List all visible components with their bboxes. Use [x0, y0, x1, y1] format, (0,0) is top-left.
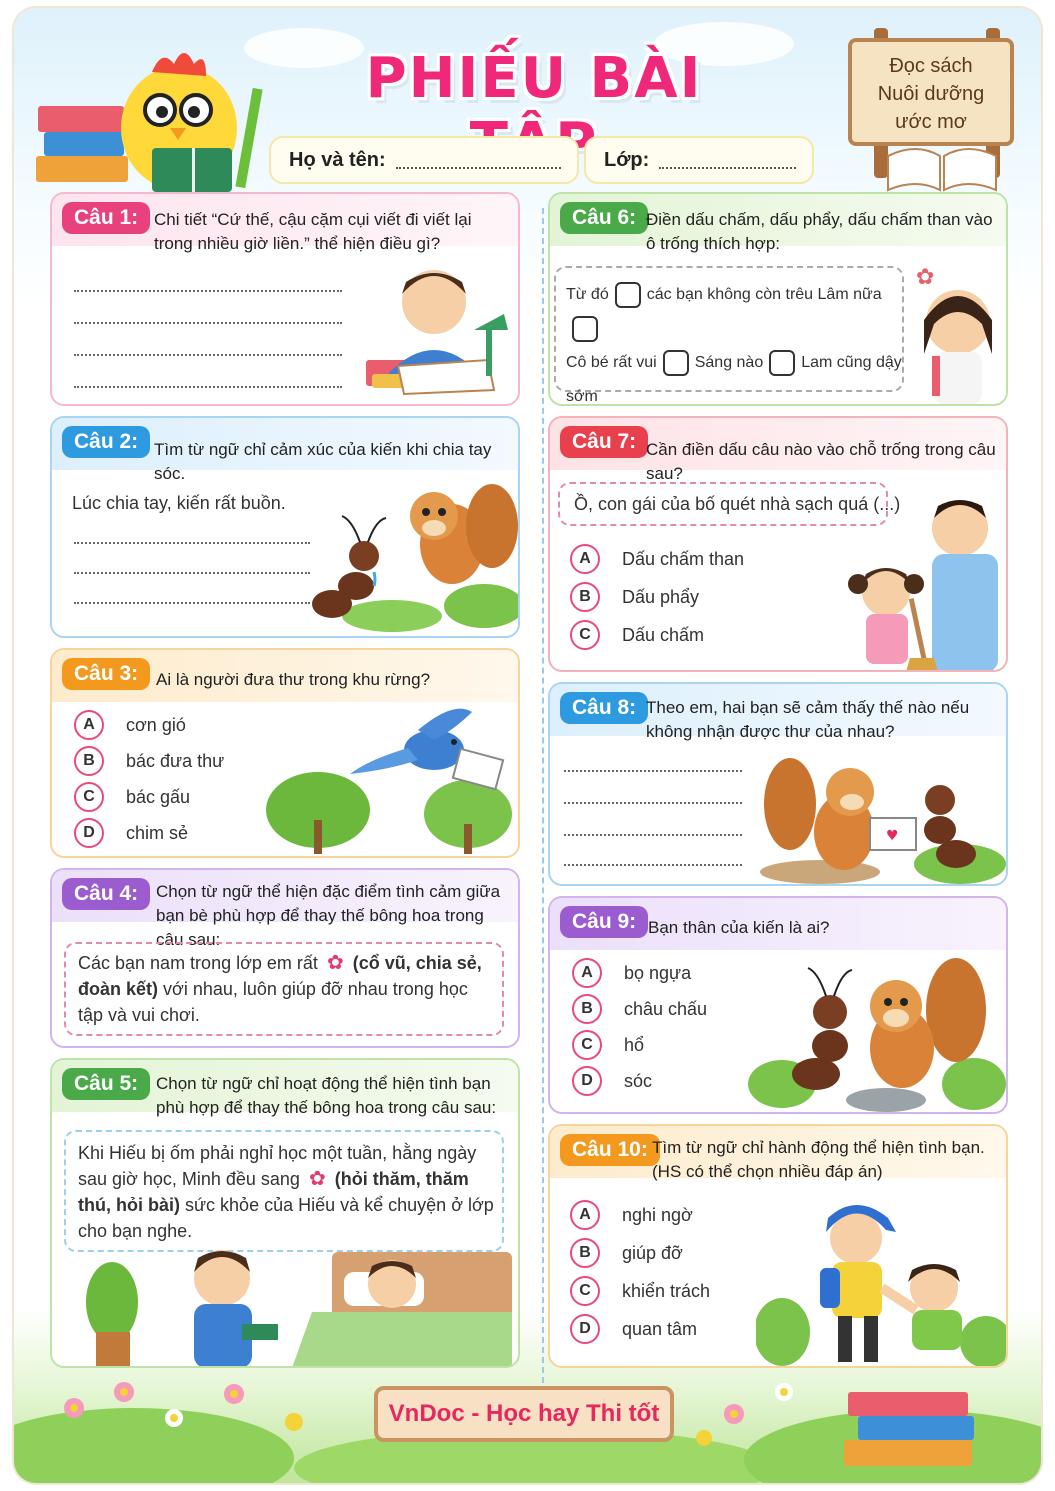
- option-text: hổ: [624, 1034, 645, 1055]
- class-field[interactable]: [584, 136, 814, 184]
- name-blank[interactable]: [396, 151, 561, 169]
- flower-icon: ✿: [326, 952, 344, 974]
- question-1-label: Câu 1:: [62, 202, 150, 234]
- word-choices: (cổ vũ, chia sẻ, đoàn kết): [78, 953, 482, 999]
- question-9-option[interactable]: [572, 1066, 652, 1096]
- option-letter: C: [570, 620, 600, 650]
- question-10-option[interactable]: [570, 1314, 697, 1344]
- ant-and-squirrel-friends-illustration: [746, 950, 1006, 1114]
- boy-helping-friend-illustration: [756, 1192, 1006, 1368]
- option-letter: D: [570, 1314, 600, 1344]
- name-field[interactable]: [269, 136, 579, 184]
- option-letter: B: [570, 1238, 600, 1268]
- question-3-card: [50, 648, 520, 858]
- svg-text:✿: ✿: [916, 265, 935, 290]
- question-6-sentences: [566, 278, 906, 406]
- squirrel-and-ant-with-letter-illustration: [760, 754, 1006, 884]
- class-label: Lớp:: [604, 148, 650, 171]
- question-7-option[interactable]: [570, 582, 699, 612]
- option-text: cơn gió: [126, 714, 186, 735]
- open-book-icon: [882, 136, 1002, 196]
- question-1-card: [50, 192, 520, 406]
- sign-line: ước mơ: [895, 111, 967, 133]
- question-4-card: [50, 868, 520, 1048]
- question-3-option[interactable]: [74, 782, 190, 812]
- answer-line[interactable]: [74, 386, 342, 388]
- sentence-part: Lam cũng dậy sớm: [566, 354, 902, 405]
- answer-line[interactable]: [74, 354, 342, 356]
- option-text: nghi ngờ: [622, 1204, 693, 1225]
- question-7-option[interactable]: [570, 620, 704, 650]
- option-text: Dấu chấm: [622, 624, 705, 645]
- sentence-part: Từ đó: [566, 286, 609, 303]
- ant-and-squirrel-illustration: [312, 476, 520, 636]
- chick-mascot-illustration: [34, 28, 284, 198]
- question-3-option[interactable]: [74, 818, 188, 848]
- option-letter: B: [74, 746, 104, 776]
- footer-banner: [374, 1386, 674, 1442]
- worksheet-page: [14, 8, 1041, 1483]
- answer-line[interactable]: [564, 864, 742, 866]
- answer-line[interactable]: [74, 542, 310, 544]
- flower-icon: ✿: [308, 1168, 326, 1190]
- question-6-label: Câu 6:: [560, 202, 648, 234]
- question-10-note: (HS có thể chọn nhiều đáp án): [652, 1162, 883, 1181]
- question-7-text: Cần điền dấu câu nào vào chỗ trống trong câu sau?: [646, 440, 996, 483]
- question-7-label: Câu 7:: [560, 426, 648, 458]
- option-letter: A: [572, 958, 602, 988]
- option-letter: D: [572, 1066, 602, 1096]
- sentence-part: Các bạn nam trong lớp em rất: [78, 953, 318, 973]
- punctuation-box[interactable]: [769, 350, 795, 376]
- sentence-row: [566, 278, 906, 346]
- question-2-text: Tìm từ ngữ chỉ cảm xúc của kiến khi chia tay sóc.: [154, 440, 492, 483]
- option-text: giúp đỡ: [622, 1242, 683, 1263]
- option-letter: B: [570, 582, 600, 612]
- reading-sign: [848, 38, 1014, 146]
- punctuation-box[interactable]: [663, 350, 689, 376]
- option-text: bác gấu: [126, 786, 191, 807]
- answer-line[interactable]: [564, 802, 742, 804]
- option-text: châu chấu: [624, 998, 708, 1019]
- question-3-label: Câu 3:: [62, 658, 150, 690]
- class-blank[interactable]: [659, 151, 796, 169]
- option-letter: B: [572, 994, 602, 1024]
- question-3-option[interactable]: [74, 746, 224, 776]
- question-9-option[interactable]: [572, 958, 691, 988]
- answer-line[interactable]: [74, 290, 342, 292]
- sentence-part: sức khỏe của Hiếu và kể chuyện ở lớp cho bạn nghe.: [78, 1195, 494, 1241]
- option-letter: C: [570, 1276, 600, 1306]
- sentence-part: các bạn không còn trêu Lâm nữa: [646, 286, 882, 303]
- question-8-label: Câu 8:: [560, 692, 648, 724]
- question-9-text: Bạn thân của kiến là ai?: [648, 918, 830, 937]
- option-text: sóc: [624, 1070, 653, 1091]
- question-7-card: [548, 416, 1008, 672]
- answer-line[interactable]: [74, 572, 310, 574]
- punctuation-box[interactable]: [615, 282, 641, 308]
- option-letter: A: [570, 544, 600, 574]
- option-letter: D: [74, 818, 104, 848]
- option-text: bác đưa thư: [126, 750, 225, 771]
- svg-text:♥: ♥: [886, 828, 899, 844]
- option-text: Dấu phẩy: [622, 586, 700, 607]
- question-8-card: [548, 682, 1008, 886]
- question-5-card: [50, 1058, 520, 1368]
- girl-smiling-illustration: [906, 264, 1006, 404]
- question-1-text: Chi tiết “Cứ thế, cậu cặm cụi viết đi viết lại trong nhiều giờ liền.” thể hiện điều gì?: [154, 210, 472, 253]
- option-text: bọ ngựa: [624, 962, 692, 983]
- footer-text: VnDoc - Học hay Thi tốt: [388, 1400, 660, 1427]
- question-8-text: Theo em, hai bạn sẽ cảm thấy thế nào nếu không nhận được thư của nhau?: [646, 698, 970, 741]
- question-2-sentence: Lúc chia tay, kiến rất buồn.: [72, 493, 286, 513]
- question-10-option[interactable]: [570, 1276, 710, 1306]
- question-9-label: Câu 9:: [560, 906, 648, 938]
- answer-line[interactable]: [564, 770, 742, 772]
- punctuation-box[interactable]: [572, 316, 598, 342]
- column-divider: [542, 208, 544, 1383]
- answer-line[interactable]: [74, 322, 342, 324]
- question-3-text: Ai là người đưa thư trong khu rừng?: [156, 670, 431, 689]
- word-choices: (hỏi thăm, thăm thú, hỏi bài): [78, 1169, 469, 1215]
- question-5-label: Câu 5:: [62, 1068, 150, 1100]
- sign-line: Đọc sách: [889, 55, 973, 77]
- father-and-daughter-sweeping-illustration: [830, 488, 1006, 672]
- question-10-option[interactable]: [570, 1238, 683, 1268]
- option-text: khiển trách: [622, 1280, 711, 1301]
- option-text: chim sẻ: [126, 822, 189, 843]
- question-3-option[interactable]: [74, 710, 186, 740]
- question-4-text: Chọn từ ngữ thể hiện đặc điểm tình cảm giữa bạn bè phù hợp để thay thế bông hoa trong câu sau:: [156, 882, 501, 949]
- question-10-text: Tìm từ ngữ chỉ hành động thể hiện tình bạn.: [652, 1138, 985, 1157]
- question-7-sentence: Ồ, con gái của bố quét nhà sạch quá (...): [574, 494, 901, 514]
- question-10-label: Câu 10:: [560, 1134, 660, 1166]
- bird-carrying-letter-illustration: [258, 700, 518, 856]
- boy-writing-illustration: [348, 264, 518, 404]
- sentence-part: Cô bé rất vui: [566, 354, 657, 371]
- option-letter: C: [74, 782, 104, 812]
- question-9-option[interactable]: [572, 994, 707, 1024]
- sentence-part: Sáng nào: [694, 354, 764, 371]
- question-2-card: [50, 416, 520, 638]
- question-9-card: [548, 896, 1008, 1114]
- sign-line: Nuôi dưỡng: [877, 83, 985, 105]
- answer-line[interactable]: [564, 834, 742, 836]
- sentence-row: [566, 346, 906, 406]
- option-text: Dấu chấm than: [622, 548, 745, 569]
- question-7-option[interactable]: [570, 544, 744, 574]
- name-label: Họ và tên:: [289, 148, 386, 171]
- question-9-option[interactable]: [572, 1030, 644, 1060]
- question-4-label: Câu 4:: [62, 878, 150, 910]
- question-6-card: [548, 192, 1008, 406]
- question-10-card: [548, 1124, 1008, 1368]
- question-2-label: Câu 2:: [62, 426, 150, 458]
- sentence-part: với nhau, luôn giúp đỡ nhau trong học tập và vui chơi.: [78, 979, 468, 1025]
- question-6-text: Điền dấu chấm, dấu phẩy, dấu chấm than vào ô trống thích hợp:: [646, 210, 993, 253]
- sentence-part: Khi Hiếu bị ốm phải nghỉ học một tuần, hằng ngày sau giờ học, Minh đều sang: [78, 1143, 477, 1189]
- question-5-sentence: [78, 1140, 496, 1244]
- question-5-text: Chọn từ ngữ chỉ hoạt động thể hiện tình bạn phù hợp để thay thế bông hoa trong câu sau:: [156, 1074, 497, 1117]
- page-title: PHIẾU BÀI: [365, 46, 703, 111]
- question-4-sentence: [78, 950, 494, 1028]
- option-letter: A: [74, 710, 104, 740]
- option-letter: A: [570, 1200, 600, 1230]
- option-letter: C: [572, 1030, 602, 1060]
- question-10-option[interactable]: [570, 1200, 693, 1230]
- answer-line[interactable]: [74, 602, 310, 604]
- option-text: quan tâm: [622, 1318, 698, 1339]
